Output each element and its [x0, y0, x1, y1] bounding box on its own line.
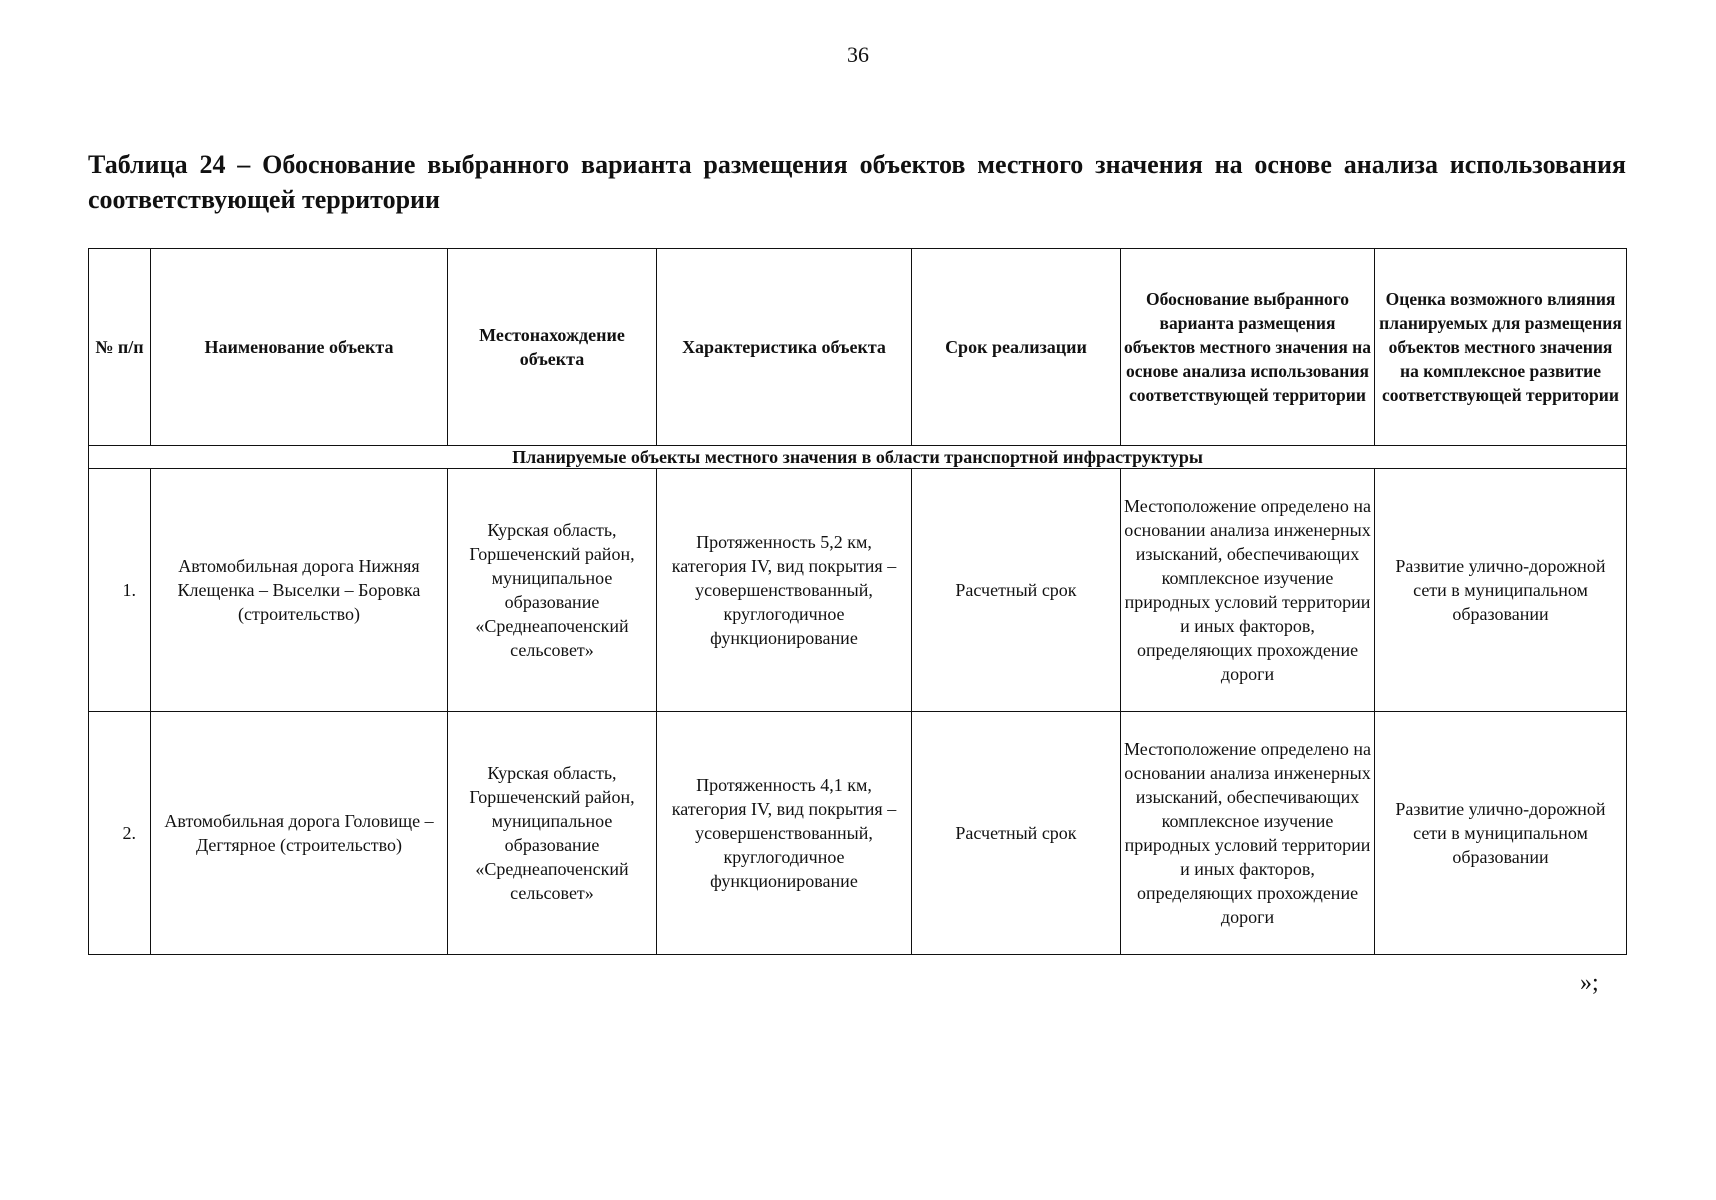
row-location: Курская область, Горшеченский район, муниципальное образование «Среднеапоченский сельсовет» — [448, 469, 657, 712]
row-num: 1. — [89, 469, 151, 712]
table-row — [89, 712, 1627, 955]
header-impact: Оценка возможного влияния планируемых для размещения объектов местного значения на комплексное развитие соответствующей территории — [1375, 249, 1627, 446]
table-header-row — [89, 249, 1627, 446]
row-num: 2. — [89, 712, 151, 955]
row-location: Курская область, Горшеченский район, муниципальное образование «Среднеапоченский сельсовет» — [448, 712, 657, 955]
closing-quote-mark: »; — [1580, 970, 1599, 996]
row-characteristics: Протяженность 5,2 км, категория IV, вид покрытия – усовершенствованный, круглогодичное функционирование — [657, 469, 912, 712]
header-name: Наименование объекта — [151, 249, 448, 446]
section-row — [89, 446, 1627, 469]
table-row — [89, 469, 1627, 712]
header-location: Местонахождение объекта — [448, 249, 657, 446]
table-title: Таблица 24 – Обоснование выбранного варианта размещения объектов местного значения на основе анализа использования соответствующей территории — [88, 150, 1626, 214]
header-num: № п/п — [89, 249, 151, 446]
row-justification: Местоположение определено на основании анализа инженерных изысканий, обеспечивающих комплексное изучение природных условий территории и иных факторов, определяющих прохождение дороги — [1121, 469, 1375, 712]
row-impact: Развитие улично-дорожной сети в муниципальном образовании — [1375, 469, 1627, 712]
justification-table — [88, 248, 1627, 955]
row-name: Автомобильная дорога Нижняя Клещенка – Выселки – Боровка (строительство) — [151, 469, 448, 712]
row-characteristics: Протяженность 4,1 км, категория IV, вид покрытия – усовершенствованный, круглогодичное функционирование — [657, 712, 912, 955]
section-title: Планируемые объекты местного значения в области транспортной инфраструктуры — [89, 446, 1627, 469]
row-impact: Развитие улично-дорожной сети в муниципальном образовании — [1375, 712, 1627, 955]
header-term: Срок реализации — [912, 249, 1121, 446]
header-justification: Обоснование выбранного варианта размещения объектов местного значения на основе анализа использования соответствующей территории — [1121, 249, 1375, 446]
row-term: Расчетный срок — [912, 469, 1121, 712]
row-justification: Местоположение определено на основании анализа инженерных изысканий, обеспечивающих комплексное изучение природных условий территории и иных факторов, определяющих прохождение дороги — [1121, 712, 1375, 955]
page-number: 36 — [847, 42, 869, 67]
header-characteristics: Характеристика объекта — [657, 249, 912, 446]
row-term: Расчетный срок — [912, 712, 1121, 955]
row-name: Автомобильная дорога Головище – Дегтярное (строительство) — [151, 712, 448, 955]
